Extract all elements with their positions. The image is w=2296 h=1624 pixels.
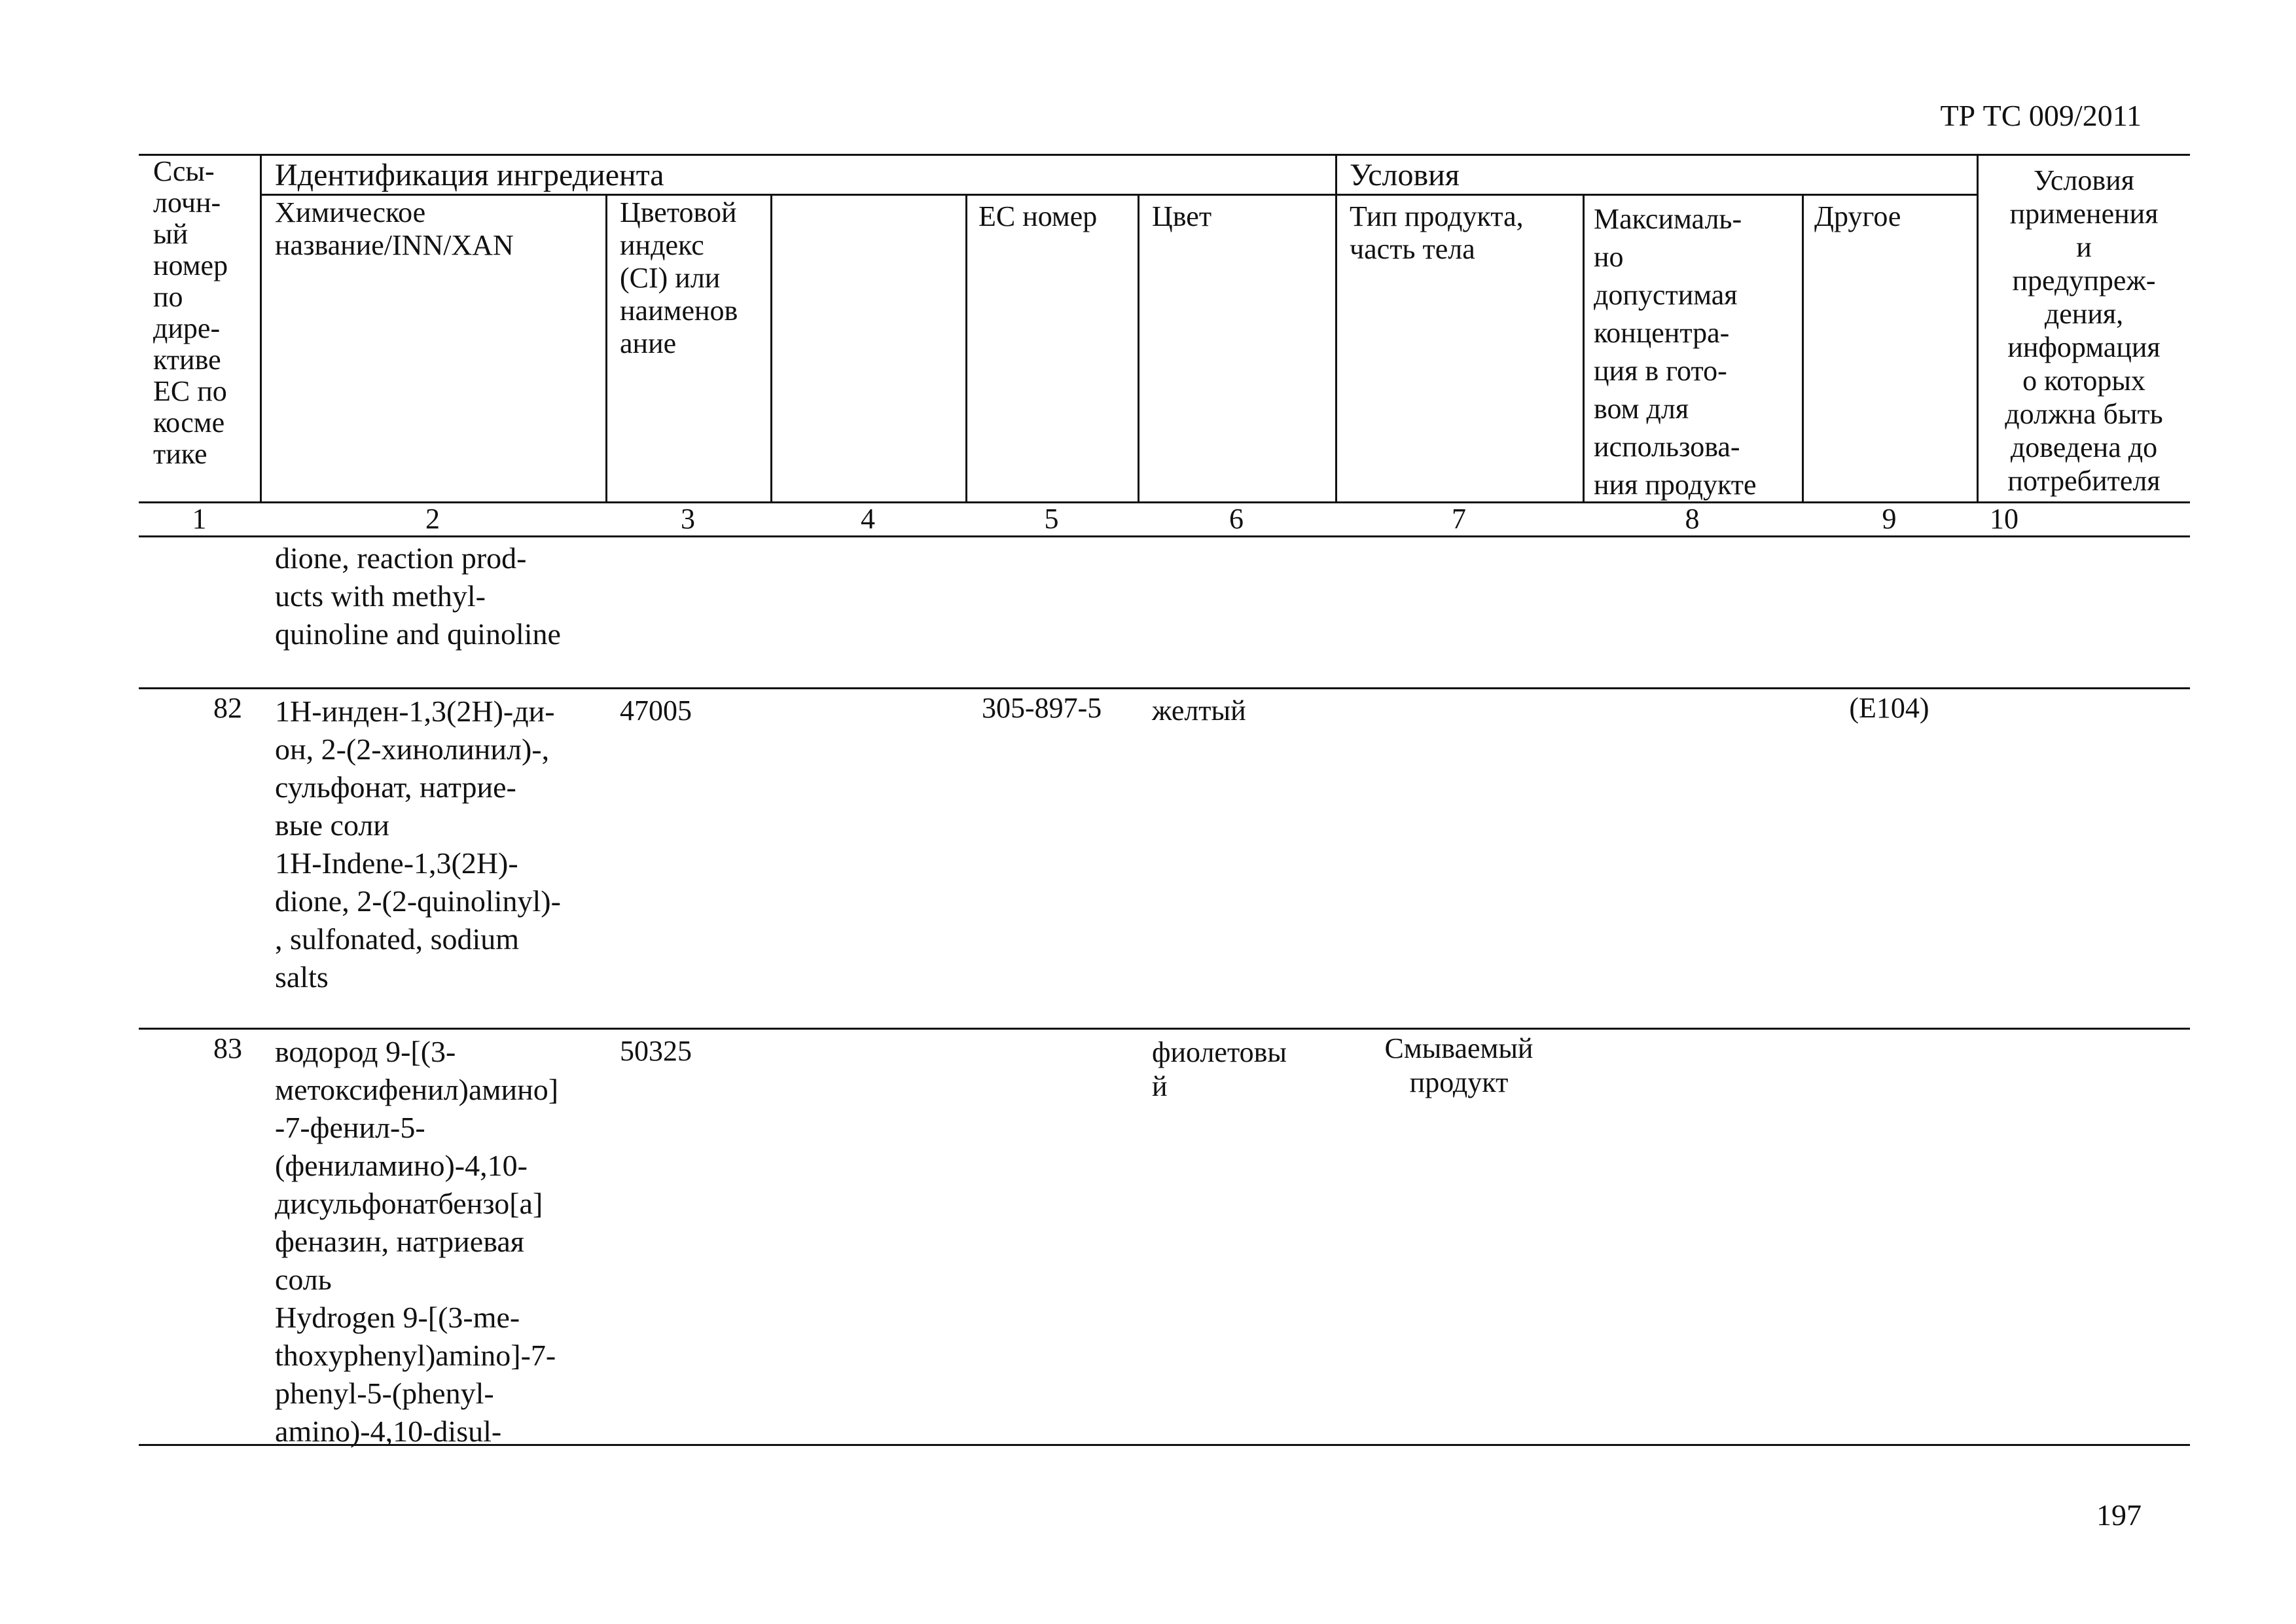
col-number: 6 xyxy=(1229,503,1244,535)
row-ref: 83 xyxy=(213,1032,242,1064)
header-color: Цвет xyxy=(1152,200,1212,232)
row-divider xyxy=(139,687,2190,689)
col-rule xyxy=(1583,194,1585,503)
row-ec-number: 305-897-5 xyxy=(982,692,1102,724)
col-number: 9 xyxy=(1882,503,1897,535)
col-number: 3 xyxy=(681,503,695,535)
col-rule xyxy=(260,154,262,503)
col-number: 10 xyxy=(1990,503,2018,535)
col-rule xyxy=(1977,154,1979,503)
header-identification: Идентификация ингредиента xyxy=(275,158,664,192)
col-number: 2 xyxy=(425,503,440,535)
col-number: 5 xyxy=(1044,503,1059,535)
row-color-index: 47005 xyxy=(620,695,692,727)
page-number: 197 xyxy=(2096,1498,2142,1532)
col-rule xyxy=(605,194,607,503)
col-rule xyxy=(770,194,772,503)
row-color-index: 50325 xyxy=(620,1035,692,1067)
col-rule xyxy=(1335,154,1337,503)
header-product-type: Тип продукта, часть тела xyxy=(1350,200,1524,265)
subheader-rule xyxy=(260,194,1978,196)
row-product-type: Смываемый продукт xyxy=(1384,1032,1534,1098)
header-chem-name: Химическое название/INN/XAN xyxy=(275,196,514,261)
row-other: (E104) xyxy=(1849,692,1929,724)
col-rule xyxy=(1802,194,1804,503)
header-ec-number: ЕС номер xyxy=(978,200,1098,232)
row-divider xyxy=(139,1028,2190,1030)
header-conditions: Условия xyxy=(1350,158,1460,192)
col-number: 1 xyxy=(192,503,207,535)
col-rule xyxy=(965,194,967,503)
header-color-index: Цветовой индекс (CI) или наименов ание xyxy=(620,196,738,359)
header-other: Другое xyxy=(1814,200,1901,232)
table-top-border xyxy=(139,154,2190,156)
row-chem-name: dione, reaction prod- ucts with methyl- quinoline and quinoline xyxy=(275,541,561,651)
col-rule xyxy=(1138,194,1139,503)
header-max-conc: Максималь- но допустимая концентра- ция в гото- вом для использова- ния продукте xyxy=(1594,203,1757,501)
header-warnings: Условия применения и предупреж- дения, информация о которых должна быть доведена до потребителя xyxy=(2005,164,2163,497)
col-number: 8 xyxy=(1685,503,1700,535)
page-header: ТР ТС 009/2011 xyxy=(1940,99,2142,132)
row-chem-name: 1H-инден-1,3(2H)-ди- он, 2-(2-хинолинил)-, сульфонат, натрие- вые соли 1H-Indene-1,3(2H)- dione, 2-(2-quinolinyl)- , sulfonated, sodium salts xyxy=(275,695,561,994)
row-ref: 82 xyxy=(213,692,242,724)
row-color: фиолетовы й xyxy=(1152,1036,1287,1102)
row-chem-name: водород 9-[(3- метоксифенил)амино] -7-фенил-5- (фениламино)-4,10- дисульфонатбензо[а] феназин, натриевая соль Hydrogen 9-[(3-me- thoxyphenyl)amino]-7- phenyl-5-(phenyl- amino)-4,10-disul- xyxy=(275,1035,559,1448)
col-number: 7 xyxy=(1452,503,1466,535)
header-ref-no: Ссы- лочн- ый номер по дире- ктиве ЕС по косме тике xyxy=(153,155,228,470)
col-number: 4 xyxy=(861,503,875,535)
row-color: желтый xyxy=(1152,695,1246,727)
